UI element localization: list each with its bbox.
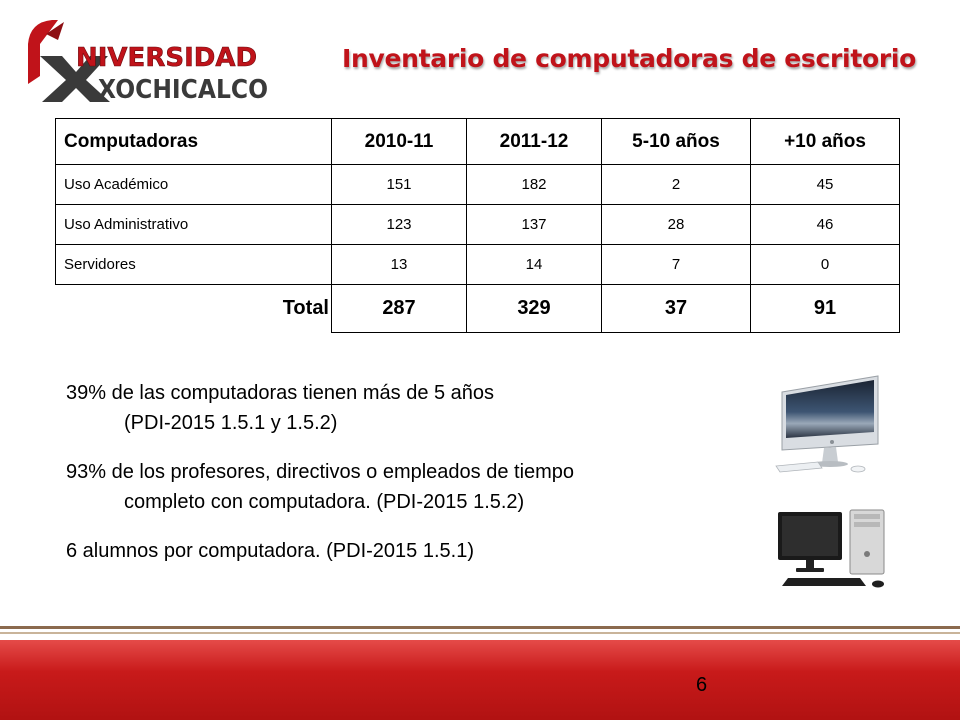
total-cell: 37 xyxy=(602,285,751,333)
table-cell: 182 xyxy=(467,165,602,205)
total-cell: 329 xyxy=(467,285,602,333)
imac-computer-image xyxy=(774,370,886,478)
footer-divider-light xyxy=(0,632,960,634)
table-cell: 7 xyxy=(602,245,751,285)
table-header-row xyxy=(56,119,900,165)
university-logo xyxy=(18,14,280,104)
column-header: 2010-11 xyxy=(332,119,467,165)
table-cell: 45 xyxy=(751,165,900,205)
column-header: +10 años xyxy=(751,119,900,165)
table-cell: 14 xyxy=(467,245,602,285)
row-label: Uso Académico xyxy=(56,165,332,205)
table-cell: 46 xyxy=(751,205,900,245)
table-cell: 0 xyxy=(751,245,900,285)
table-row xyxy=(56,165,900,205)
row-label: Uso Administrativo xyxy=(56,205,332,245)
note-item xyxy=(66,378,766,438)
table-cell: 2 xyxy=(602,165,751,205)
desktop-computer-image xyxy=(774,506,894,592)
inventory-table xyxy=(55,118,900,333)
note-text: 6 alumnos por computadora. (PDI-2015 1.5.1) xyxy=(66,540,474,562)
footer-band xyxy=(0,640,960,720)
table-cell: 123 xyxy=(332,205,467,245)
logo-text-bottom: XOCHICALCO xyxy=(98,75,268,104)
note-item xyxy=(66,536,766,566)
note-reference: completo con computadora. (PDI-2015 1.5.2) xyxy=(124,491,525,513)
total-cell: 287 xyxy=(332,285,467,333)
column-header: Computadoras xyxy=(56,119,332,165)
table-cell: 137 xyxy=(467,205,602,245)
table-cell: 28 xyxy=(602,205,751,245)
table-row xyxy=(56,245,900,285)
column-header: 2011-12 xyxy=(467,119,602,165)
total-cell: 91 xyxy=(751,285,900,333)
total-row xyxy=(56,285,900,333)
table-cell: 151 xyxy=(332,165,467,205)
note-reference: (PDI-2015 1.5.1 y 1.5.2) xyxy=(124,412,338,434)
note-text: 39% de las computadoras tienen más de 5 años xyxy=(66,382,495,404)
table-cell: 13 xyxy=(332,245,467,285)
notes-section xyxy=(66,378,766,585)
table-row xyxy=(56,205,900,245)
logo-text-top: NIVERSIDAD xyxy=(76,43,258,73)
row-label: Servidores xyxy=(56,245,332,285)
page-title: Inventario de computadoras de escritorio xyxy=(342,44,917,73)
column-header: 5-10 años xyxy=(602,119,751,165)
page-number: 6 xyxy=(696,674,708,696)
total-label: Total xyxy=(282,297,329,320)
note-item xyxy=(66,457,766,517)
footer-divider xyxy=(0,626,960,629)
note-text: 93% de los profesores, directivos o empleados de tiempo xyxy=(66,461,575,483)
